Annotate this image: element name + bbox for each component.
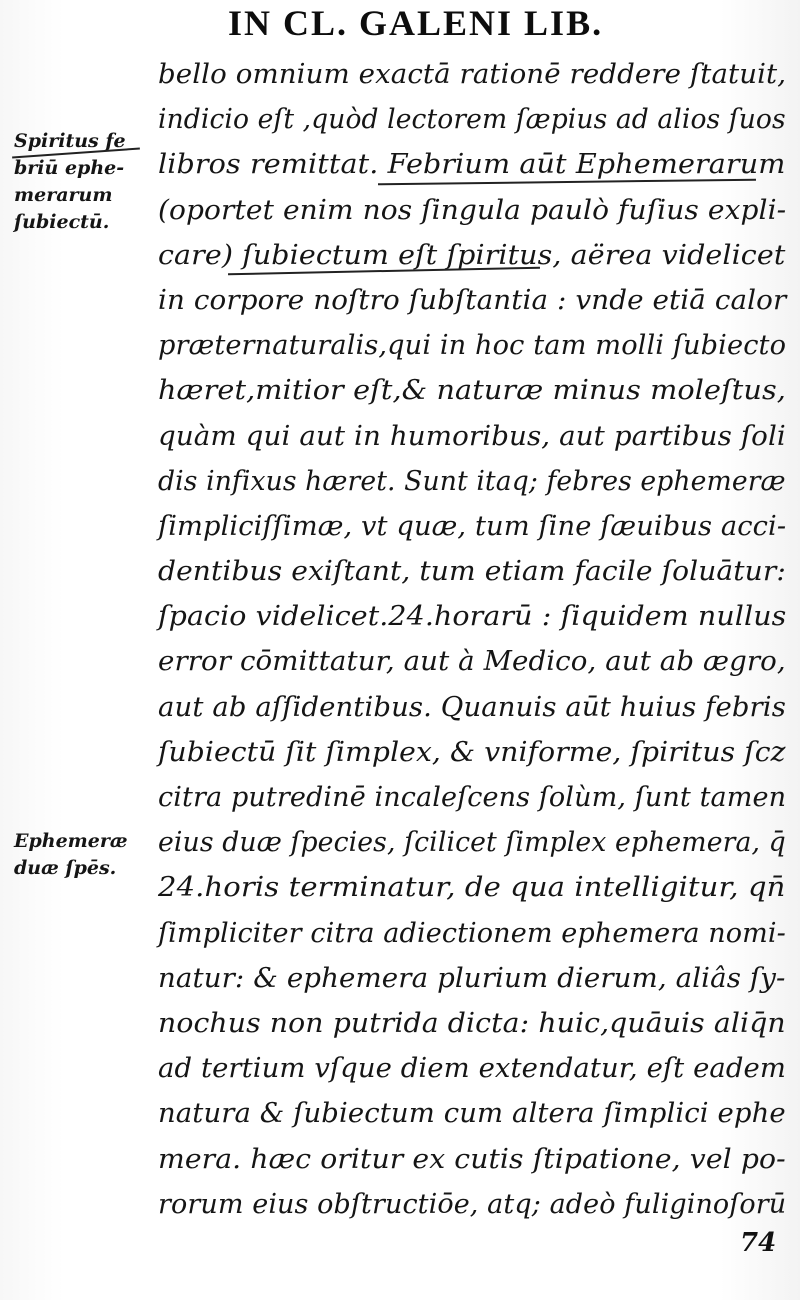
text-line: eius duæ ſpecies, ſcilicet ſimplex ephemera, q̄ bbox=[158, 827, 786, 859]
text-line: indicio eſt ,quòd lectorem ſæpius ad alios ſuos bbox=[158, 104, 786, 136]
margin-note-line: briū ephe- bbox=[14, 157, 125, 179]
text-line: libros remittat. Febrium aūt Ephemerarum bbox=[158, 149, 786, 181]
text-line: citra putredinē incaleſcens ſolùm, ſunt tamen bbox=[158, 782, 787, 813]
margin-note-line: Ephemeræ bbox=[14, 830, 128, 852]
folio-number: 74 bbox=[740, 1228, 777, 1258]
text-line: in corpore noſtro ſubſtantia : vnde etiā calor bbox=[158, 284, 787, 316]
text-line: natur: & ephemera plurium dierum, aliâs ſy- bbox=[158, 962, 786, 994]
text-line: 24.horis terminatur, de qua intelligitur, qn̄ bbox=[158, 872, 786, 904]
text-line: error cōmittatur, aut à Medico, aut ab ægro, bbox=[158, 646, 786, 678]
margin-note-ephemerae bbox=[14, 828, 154, 882]
text-line: rorum eius obſtructiōe, atq; adeò fuliginoſorū bbox=[158, 1188, 787, 1220]
body-text bbox=[158, 52, 790, 1227]
text-line: ad tertium vſque diem extendatur, eſt eadem bbox=[158, 1053, 787, 1085]
margin-note-line: merarum bbox=[14, 184, 113, 206]
text-line: dis infixus hæret. Sunt itaq; febres ephemeræ bbox=[158, 465, 786, 497]
text-line: aut ab aſſidentibus. Quanuis aūt huius febris bbox=[158, 691, 786, 723]
text-line: (oportet enim nos ſingula paulò fuſius expli- bbox=[158, 194, 787, 226]
text-line: ſubiectū ſit ſimplex, & vniforme, ſpiritus ſcz bbox=[158, 736, 786, 768]
text-line: præternaturalis,qui in hoc tam molli ſubiecto bbox=[158, 330, 787, 362]
margin-note-line: duæ ſpēs. bbox=[14, 857, 117, 879]
text-line: quàm qui aut in humoribus, aut partibus ſoli bbox=[158, 420, 786, 452]
margin-note-spiritus bbox=[14, 128, 154, 236]
text-line: ſpacio videlicet.24.horarū : ſiquidem nullus bbox=[158, 601, 787, 633]
text-line: ſimpliciſſimæ, vt quæ, tum ſine ſæuibus acci- bbox=[158, 510, 787, 542]
text-line: hæret,mitior eſt,& naturæ minus moleſtus, bbox=[158, 375, 786, 407]
margin-note-line: ſubiectū. bbox=[14, 211, 110, 233]
text-line: bello omnium exactā rationē reddere ſtatuit, bbox=[158, 59, 787, 90]
text-line: natura & ſubiectum cum altera ſimplici ephe bbox=[158, 1098, 786, 1130]
text-line: mera. hæc oritur ex cutis ſtipatione, vel po- bbox=[158, 1143, 786, 1175]
text-line: dentibus exiſtant, tum etiam facile ſoluātur: bbox=[158, 556, 786, 588]
text-line: ſimpliciter citra adiectionem ephemera nomi- bbox=[158, 917, 786, 949]
margin-note-line: Spiritus fe bbox=[14, 130, 126, 152]
text-line: care) ſubiectum eſt ſpiritus, aërea videlicet bbox=[158, 239, 786, 271]
running-head: IN CL. GALENI LIB. bbox=[228, 3, 604, 43]
text-line: nochus non putrida dicta: huic,quāuis aliq̄n bbox=[158, 1007, 786, 1039]
